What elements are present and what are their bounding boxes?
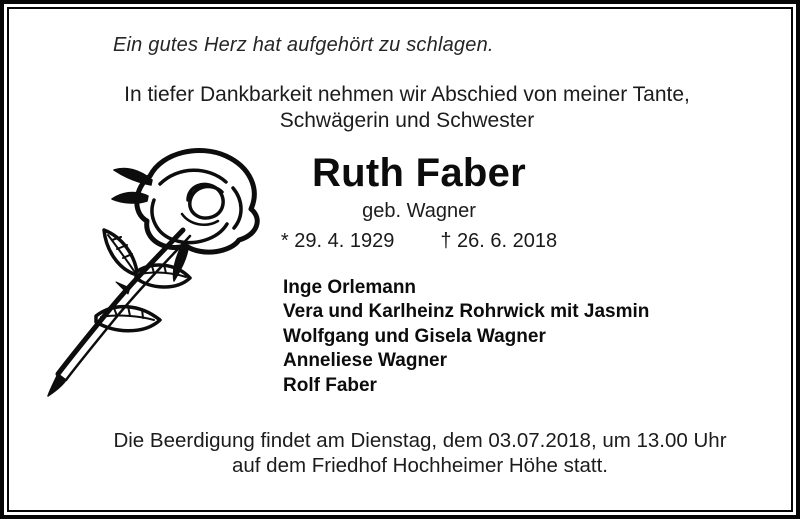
rose-icon: [40, 142, 278, 408]
death-date: † 26. 6. 2018: [440, 230, 558, 252]
funeral-line-1: Die Beerdigung findet am Dienstag, dem 03.07.2018, um 13.00 Uhr: [113, 429, 727, 452]
funeral-line-2: auf dem Friedhof Hochheimer Höhe statt.: [231, 453, 609, 477]
birth-date: * 29. 4. 1929: [280, 230, 395, 252]
mourners-list: [283, 276, 649, 398]
life-dates: [277, 229, 561, 253]
mourner-row: Inge Orlemann: [283, 277, 417, 298]
maiden-name: geb. Wagner: [362, 200, 476, 222]
mourner-row: Wolfgang und Gisela Wagner: [283, 325, 546, 347]
mourner-row: Rolf Faber: [283, 374, 377, 396]
opening-line: Ein gutes Herz hat aufgehört zu schlagen.: [113, 34, 494, 56]
intro-line-1: In tiefer Dankbarkeit nehmen wir Abschied von meiner Tante,: [124, 83, 690, 106]
funeral-announcement: [40, 429, 800, 478]
mourner-row: Anneliese Wagner: [283, 350, 448, 372]
deceased-name: Ruth Faber: [311, 151, 527, 195]
intro-line-2: Schwägerin und Schwester: [279, 109, 535, 132]
intro-paragraph: [14, 82, 800, 134]
memorial-block: [277, 151, 561, 253]
mourner-row: Vera und Karlheinz Rohrwick mit Jasmin: [283, 301, 650, 323]
